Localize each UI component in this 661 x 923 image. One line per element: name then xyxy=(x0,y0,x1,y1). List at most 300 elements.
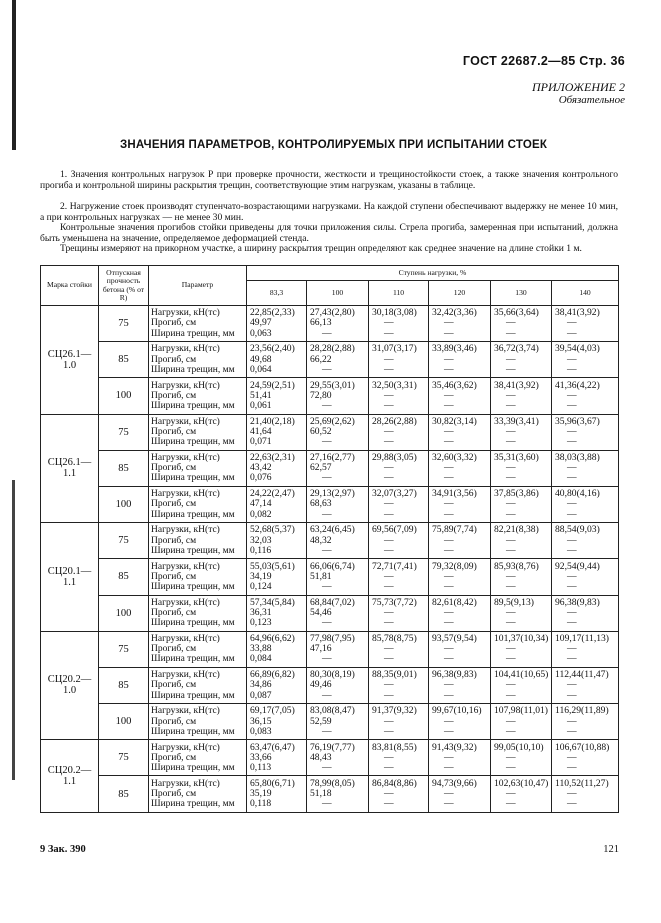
load-value: 91,37(9,32) xyxy=(372,705,417,717)
load-value: 32,07(3,27) xyxy=(372,488,417,500)
load-value: 116,29(11,89) xyxy=(555,705,609,717)
deflection-value: 35,19 xyxy=(250,787,272,799)
deflection-value: 33,66 xyxy=(250,751,272,763)
value-cell xyxy=(552,486,619,522)
page-title: ЗНАЧЕНИЯ ПАРАМЕТРОВ, КОНТРОЛИРУЕМЫХ ПРИ ИСПЫТАНИИ СТОЕК xyxy=(120,139,548,151)
value-cell xyxy=(552,595,619,631)
load-value: 29,13(2,97) xyxy=(310,488,355,500)
appendix-label: ПРИЛОЖЕНИЕ 2 xyxy=(532,80,625,94)
value-cell xyxy=(429,342,491,378)
crack-value: 0,123 xyxy=(250,617,272,629)
dash-mark: — xyxy=(322,581,332,592)
dash-mark: — xyxy=(384,436,394,448)
crack-value: 0,082 xyxy=(250,508,272,520)
value-cell xyxy=(307,450,369,486)
load-value: 101,37(10,34) xyxy=(494,632,549,644)
crack-value: 0,113 xyxy=(250,761,272,773)
step-header: 83,3 xyxy=(247,281,307,306)
deflection-value: 47,16 xyxy=(310,643,332,655)
paragraph-1: 1. Значения контрольных нагрузок Р при проверке прочности, жесткости и трещиностойкости стоек, а также значения контрольного прогиба и контрольной ширины раскрытия трещин, соответствующие этим нагрузкам, указаны в таблице. xyxy=(40,169,618,191)
load-value: 31,07(3,17) xyxy=(372,343,417,355)
value-cell xyxy=(491,704,552,740)
dash-mark: — xyxy=(444,643,454,655)
load-value: 85,78(8,75) xyxy=(372,632,417,644)
dash-mark: — xyxy=(506,400,516,412)
deflection-value: 54,46 xyxy=(310,606,332,618)
dash-mark: — xyxy=(444,436,454,448)
dash-mark: — xyxy=(322,798,332,810)
crack-value: 0,063 xyxy=(250,327,272,339)
value-cell xyxy=(307,631,369,667)
param-cell xyxy=(149,486,247,522)
param-cell xyxy=(149,740,247,776)
value-cell xyxy=(491,776,552,812)
dash-mark: — xyxy=(384,534,394,546)
dash-mark: — xyxy=(444,327,454,339)
dash-mark: — xyxy=(506,426,516,438)
dash-mark: — xyxy=(567,617,577,629)
dash-mark: — xyxy=(567,581,577,592)
dash-mark: — xyxy=(506,534,516,546)
dash-mark: — xyxy=(384,581,394,592)
dash-mark: — xyxy=(567,606,577,618)
param-label: Прогиб, см xyxy=(151,499,197,510)
dash-mark: — xyxy=(444,761,454,773)
value-cell xyxy=(307,704,369,740)
dash-mark: — xyxy=(444,534,454,546)
strength-cell: 100 xyxy=(99,704,149,740)
load-value: 55,03(5,61) xyxy=(250,560,295,572)
deflection-value: 72,80 xyxy=(310,389,332,401)
dash-mark: — xyxy=(384,725,394,737)
value-cell xyxy=(369,776,429,812)
table-row xyxy=(41,306,619,342)
load-value: 78,99(8,05) xyxy=(310,777,355,789)
dash-mark: — xyxy=(506,715,516,727)
load-value: 88,35(9,01) xyxy=(372,669,417,681)
col-header-mark: Марка стойки xyxy=(41,266,99,306)
dash-mark: — xyxy=(384,544,394,556)
param-label: Прогиб, см xyxy=(151,535,197,546)
value-cell xyxy=(491,342,552,378)
dash-mark: — xyxy=(444,679,454,691)
load-value: 89,5(9,13) xyxy=(494,596,534,608)
param-label: Нагрузки, кН(тс) xyxy=(151,633,220,644)
dash-mark: — xyxy=(567,679,577,691)
deflection-value: 66,13 xyxy=(310,317,332,329)
dash-mark: — xyxy=(384,653,394,665)
dash-mark: — xyxy=(384,570,394,582)
dash-mark: — xyxy=(567,400,577,412)
load-value: 99,05(10,10) xyxy=(494,741,544,753)
param-label: Ширина трещин, мм xyxy=(151,437,235,448)
param-label: Нагрузки, кН(тс) xyxy=(151,561,220,572)
param-cell xyxy=(149,306,247,342)
value-cell xyxy=(429,595,491,631)
dash-mark: — xyxy=(384,689,394,701)
value-cell xyxy=(369,523,429,559)
dash-mark: — xyxy=(384,426,394,438)
param-label: Прогиб, см xyxy=(151,644,197,655)
dash-mark: — xyxy=(506,653,516,665)
load-value: 32,42(3,36) xyxy=(432,307,477,319)
load-value: 104,41(10,65) xyxy=(494,669,549,681)
dash-mark: — xyxy=(567,353,577,365)
value-cell xyxy=(247,306,307,342)
value-cell xyxy=(307,306,369,342)
table-body xyxy=(41,306,619,813)
parameters-table xyxy=(40,265,619,813)
deflection-value: 49,46 xyxy=(310,679,332,691)
load-value: 35,31(3,60) xyxy=(494,452,539,464)
dash-mark: — xyxy=(567,426,577,438)
deflection-value: 66,22 xyxy=(310,353,332,365)
load-value: 35,46(3,62) xyxy=(432,379,477,391)
param-label: Прогиб, см xyxy=(151,752,197,763)
table-row xyxy=(41,414,619,450)
value-cell xyxy=(491,450,552,486)
load-value: 88,54(9,03) xyxy=(555,524,600,536)
param-cell xyxy=(149,595,247,631)
value-cell xyxy=(369,486,429,522)
load-value: 82,61(8,42) xyxy=(432,596,477,608)
dash-mark: — xyxy=(384,606,394,618)
dash-mark: — xyxy=(322,327,332,339)
dash-mark: — xyxy=(384,508,394,520)
param-label: Нагрузки, кН(тс) xyxy=(151,453,220,464)
load-value: 75,89(7,74) xyxy=(432,524,477,536)
param-cell xyxy=(149,450,247,486)
dash-mark: — xyxy=(506,389,516,401)
value-cell xyxy=(369,414,429,450)
param-label: Нагрузки, кН(тс) xyxy=(151,344,220,355)
value-cell xyxy=(307,595,369,631)
load-value: 96,38(9,83) xyxy=(555,596,600,608)
dash-mark: — xyxy=(567,327,577,339)
load-value: 79,32(8,09) xyxy=(432,560,477,572)
param-label: Ширина трещин, мм xyxy=(151,618,235,629)
load-value: 40,80(4,16) xyxy=(555,488,600,500)
dash-mark: — xyxy=(322,436,332,448)
load-value: 33,89(3,46) xyxy=(432,343,477,355)
dash-mark: — xyxy=(384,363,394,375)
param-label: Ширина трещин, мм xyxy=(151,582,235,592)
dash-mark: — xyxy=(506,570,516,582)
value-cell xyxy=(429,523,491,559)
table-row xyxy=(41,378,619,414)
strength-cell: 75 xyxy=(99,414,149,450)
step-header: 130 xyxy=(491,281,552,306)
value-cell xyxy=(491,306,552,342)
value-cell xyxy=(429,450,491,486)
load-value: 57,34(5,84) xyxy=(250,596,295,608)
load-value: 64,96(6,62) xyxy=(250,632,295,644)
dash-mark: — xyxy=(322,508,332,520)
value-cell xyxy=(552,667,619,703)
dash-mark: — xyxy=(384,462,394,474)
deflection-value: 34,86 xyxy=(250,679,272,691)
step-header: 140 xyxy=(552,281,619,306)
value-cell xyxy=(307,667,369,703)
value-cell xyxy=(552,704,619,740)
load-value: 76,19(7,77) xyxy=(310,741,355,753)
param-label: Ширина трещин, мм xyxy=(151,545,235,556)
crack-value: 0,083 xyxy=(250,725,272,737)
load-value: 33,39(3,41) xyxy=(494,415,539,427)
param-cell xyxy=(149,342,247,378)
dash-mark: — xyxy=(384,787,394,799)
value-cell xyxy=(552,523,619,559)
deflection-value: 48,43 xyxy=(310,751,332,763)
value-cell xyxy=(552,559,619,595)
value-cell xyxy=(369,667,429,703)
load-value: 63,24(6,45) xyxy=(310,524,355,536)
strength-cell: 85 xyxy=(99,776,149,812)
load-value: 34,91(3,56) xyxy=(432,488,477,500)
load-value: 27,43(2,80) xyxy=(310,307,355,319)
value-cell xyxy=(552,740,619,776)
dash-mark: — xyxy=(567,643,577,655)
param-label: Нагрузки, кН(тс) xyxy=(151,778,220,789)
dash-mark: — xyxy=(384,389,394,401)
dash-mark: — xyxy=(444,787,454,799)
value-cell xyxy=(429,486,491,522)
param-label: Нагрузки, кН(тс) xyxy=(151,308,220,319)
strength-cell: 85 xyxy=(99,450,149,486)
dash-mark: — xyxy=(506,327,516,339)
value-cell xyxy=(369,342,429,378)
strength-cell: 75 xyxy=(99,306,149,342)
dash-mark: — xyxy=(567,389,577,401)
value-cell xyxy=(307,342,369,378)
step-header: 110 xyxy=(369,281,429,306)
load-value: 77,98(7,95) xyxy=(310,632,355,644)
load-value: 38,41(3,92) xyxy=(555,307,600,319)
value-cell xyxy=(429,704,491,740)
dash-mark: — xyxy=(444,581,454,592)
value-cell xyxy=(247,342,307,378)
deflection-value: 48,32 xyxy=(310,534,332,546)
load-value: 35,96(3,67) xyxy=(555,415,600,427)
deflection-value: 36,31 xyxy=(250,606,272,618)
param-label: Ширина трещин, мм xyxy=(151,690,235,701)
dash-mark: — xyxy=(444,715,454,727)
param-label: Прогиб, см xyxy=(151,318,197,329)
param-label: Нагрузки, кН(тс) xyxy=(151,706,220,717)
load-value: 29,55(3,01) xyxy=(310,379,355,391)
param-label: Ширина трещин, мм xyxy=(151,509,235,520)
value-cell xyxy=(491,486,552,522)
load-value: 63,47(6,47) xyxy=(250,741,295,753)
load-value: 32,60(3,32) xyxy=(432,452,477,464)
value-cell xyxy=(552,450,619,486)
load-value: 38,03(3,88) xyxy=(555,452,600,464)
dash-mark: — xyxy=(506,353,516,365)
load-value: 25,69(2,62) xyxy=(310,415,355,427)
table-row xyxy=(41,667,619,703)
param-label: Ширина трещин, мм xyxy=(151,473,235,484)
deflection-value: 33,88 xyxy=(250,643,272,655)
param-label: Ширина трещин, мм xyxy=(151,364,235,375)
dash-mark: — xyxy=(444,751,454,763)
dash-mark: — xyxy=(567,436,577,448)
load-value: 85,93(8,76) xyxy=(494,560,539,572)
table-row xyxy=(41,776,619,812)
load-value: 28,28(2,88) xyxy=(310,343,355,355)
load-value: 94,73(9,66) xyxy=(432,777,477,789)
col-header-steps: Ступень нагрузки, % xyxy=(247,266,619,281)
value-cell xyxy=(429,740,491,776)
dash-mark: — xyxy=(567,689,577,701)
value-cell xyxy=(369,704,429,740)
dash-mark: — xyxy=(506,643,516,655)
load-value: 41,36(4,22) xyxy=(555,379,600,391)
dash-mark: — xyxy=(384,751,394,763)
param-cell xyxy=(149,559,247,595)
dash-mark: — xyxy=(444,725,454,737)
param-cell xyxy=(149,776,247,812)
dash-mark: — xyxy=(444,653,454,665)
deflection-value: 32,03 xyxy=(250,534,272,546)
value-cell xyxy=(247,740,307,776)
dash-mark: — xyxy=(444,544,454,556)
dash-mark: — xyxy=(444,498,454,510)
dash-mark: — xyxy=(322,472,332,484)
table-row xyxy=(41,740,619,776)
param-label: Нагрузки, кН(тс) xyxy=(151,597,220,608)
deflection-value: 43,42 xyxy=(250,462,272,474)
dash-mark: — xyxy=(567,715,577,727)
param-label: Нагрузки, кН(тс) xyxy=(151,489,220,500)
col-header-strength: Отпускная прочность бетона (% от R) xyxy=(99,266,149,306)
load-value: 21,40(2,18) xyxy=(250,415,295,427)
value-cell xyxy=(429,414,491,450)
dash-mark: — xyxy=(444,606,454,618)
load-value: 23,56(2,40) xyxy=(250,343,295,355)
value-cell xyxy=(307,740,369,776)
deflection-value: 47,14 xyxy=(250,498,272,510)
deflection-value: 51,18 xyxy=(310,787,332,799)
deflection-value: 60,52 xyxy=(310,426,332,438)
param-cell xyxy=(149,378,247,414)
value-cell xyxy=(247,450,307,486)
scan-edge-mark xyxy=(12,480,15,780)
dash-mark: — xyxy=(384,761,394,773)
load-value: 28,26(2,88) xyxy=(372,415,417,427)
param-cell xyxy=(149,667,247,703)
dash-mark: — xyxy=(384,472,394,484)
mark-cell: СЦ20.1—1.1 xyxy=(41,523,99,632)
value-cell xyxy=(247,378,307,414)
value-cell xyxy=(369,450,429,486)
deflection-value: 52,59 xyxy=(310,715,332,727)
load-value: 35,66(3,64) xyxy=(494,307,539,319)
deflection-value: 41,64 xyxy=(250,426,272,438)
load-value: 52,68(5,37) xyxy=(250,524,295,536)
load-value: 109,17(11,13) xyxy=(555,632,610,644)
dash-mark: — xyxy=(506,751,516,763)
dash-mark: — xyxy=(567,317,577,329)
load-value: 91,43(9,32) xyxy=(432,741,477,753)
mark-cell: СЦ26.1—1.0 xyxy=(41,306,99,415)
strength-cell: 85 xyxy=(99,559,149,595)
dash-mark: — xyxy=(384,498,394,510)
value-cell xyxy=(429,378,491,414)
table-row xyxy=(41,595,619,631)
value-cell xyxy=(491,378,552,414)
dash-mark: — xyxy=(567,544,577,556)
dash-mark: — xyxy=(506,436,516,448)
dash-mark: — xyxy=(506,317,516,329)
param-label: Прогиб, см xyxy=(151,390,197,401)
crack-value: 0,084 xyxy=(250,653,272,665)
paragraph-4: Трещины измеряют на прикорном участке, а ширину раскрытия трещин определяют как среднее значение на длине стойки 1 м. xyxy=(60,243,582,254)
value-cell xyxy=(552,306,619,342)
load-value: 68,84(7,02) xyxy=(310,596,355,608)
dash-mark: — xyxy=(567,462,577,474)
load-value: 24,22(2,47) xyxy=(250,488,295,500)
load-value: 112,44(11,47) xyxy=(555,669,609,681)
strength-cell: 75 xyxy=(99,631,149,667)
dash-mark: — xyxy=(506,679,516,691)
deflection-value: 34,19 xyxy=(250,570,272,582)
deflection-value: 49,97 xyxy=(250,317,272,329)
mark-cell: СЦ20.2—1.1 xyxy=(41,740,99,812)
load-value: 83,08(8,47) xyxy=(310,705,355,717)
scan-edge-mark xyxy=(12,0,16,150)
value-cell xyxy=(369,740,429,776)
dash-mark: — xyxy=(322,400,332,412)
value-cell xyxy=(247,704,307,740)
value-cell xyxy=(369,595,429,631)
dash-mark: — xyxy=(444,317,454,329)
dash-mark: — xyxy=(444,472,454,484)
dash-mark: — xyxy=(444,798,454,810)
table-row xyxy=(41,631,619,667)
strength-cell: 85 xyxy=(99,342,149,378)
load-value: 24,59(2,51) xyxy=(250,379,295,391)
deflection-value: 68,63 xyxy=(310,498,332,510)
load-value: 22,63(2,31) xyxy=(250,452,295,464)
load-value: 110,52(11,27) xyxy=(555,777,609,789)
load-value: 32,50(3,31) xyxy=(372,379,417,391)
paragraph-3: Контрольные значения прогибов стойки приведены для точки приложения силы. Стрела прогиба, замеренная при испытаний, должна быть уменьшена на значение, определяемое деформацией стенда. xyxy=(40,222,618,244)
param-cell xyxy=(149,631,247,667)
dash-mark: — xyxy=(444,426,454,438)
dash-mark: — xyxy=(506,581,516,592)
value-cell xyxy=(552,776,619,812)
param-label: Ширина трещин, мм xyxy=(151,762,235,773)
value-cell xyxy=(307,486,369,522)
load-value: 39,54(4,03) xyxy=(555,343,600,355)
value-cell xyxy=(552,414,619,450)
param-label: Прогиб, см xyxy=(151,607,197,618)
dash-mark: — xyxy=(506,498,516,510)
value-cell xyxy=(369,559,429,595)
load-value: 65,80(6,71) xyxy=(250,777,295,789)
value-cell xyxy=(369,306,429,342)
dash-mark: — xyxy=(384,353,394,365)
param-label: Ширина трещин, мм xyxy=(151,328,235,339)
crack-value: 0,071 xyxy=(250,436,272,448)
dash-mark: — xyxy=(322,761,332,773)
param-cell xyxy=(149,704,247,740)
document-header: ГОСТ 22687.2—85 Стр. 36 xyxy=(462,54,625,68)
strength-cell: 85 xyxy=(99,667,149,703)
dash-mark: — xyxy=(567,725,577,737)
dash-mark: — xyxy=(506,787,516,799)
load-value: 106,67(10,88) xyxy=(555,741,610,753)
